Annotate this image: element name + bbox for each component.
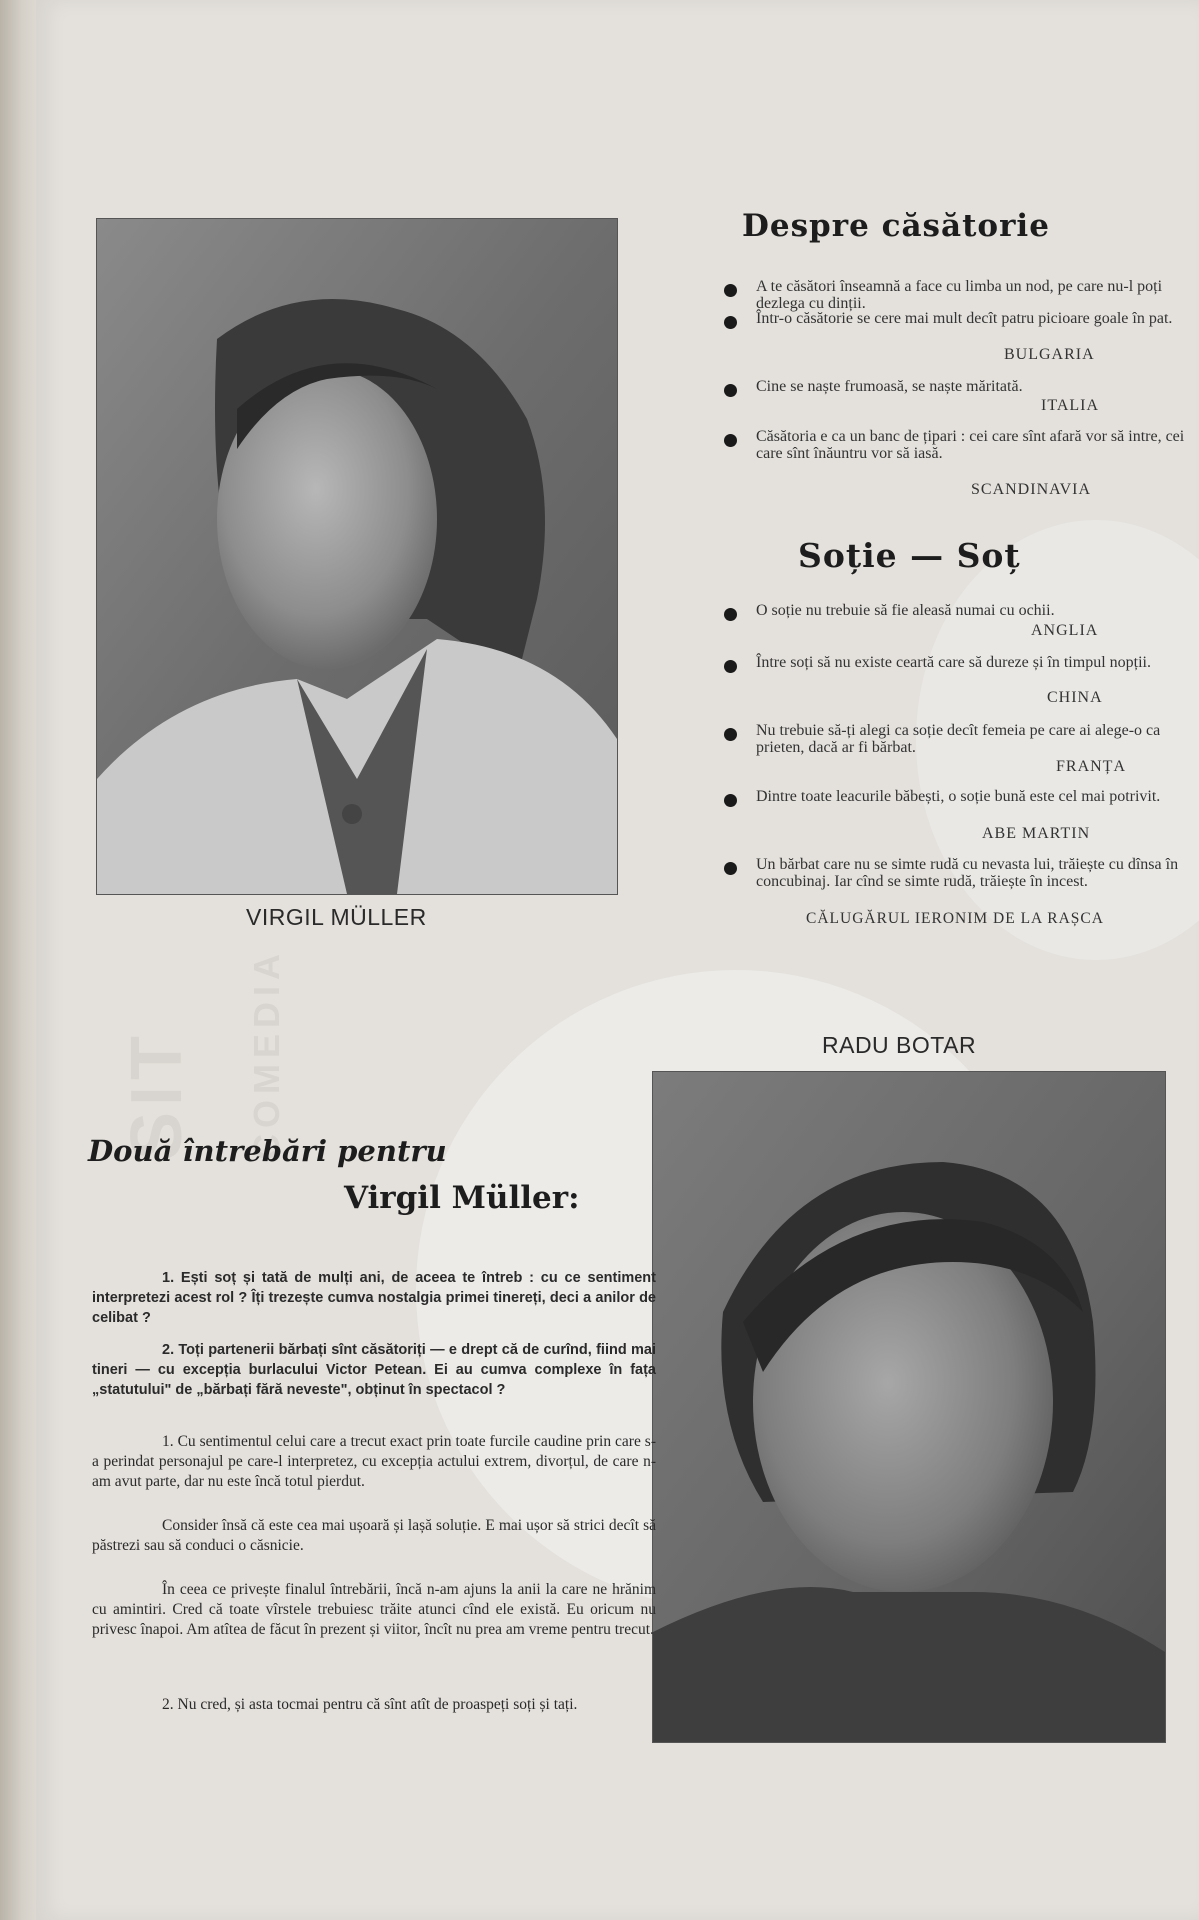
section-title-sotie-sot: Soție — Soț <box>798 536 1021 575</box>
virgil-muller-photo <box>96 218 618 895</box>
answer-paragraph: 1. Cu sentimentul celui care a trecut exact prin toate furcile caudine prin care s-a perindat personajul pe care-l interpretez, cu excepția actului extrem, divorțul, de care n-am avut parte, dar nu este încă totul pierdut. <box>92 1433 656 1490</box>
bullet-icon <box>724 284 737 297</box>
bullet-icon <box>724 794 737 807</box>
bullet-icon <box>724 434 737 447</box>
bullet-icon <box>724 728 737 741</box>
ghost-print-text: COMEDIA <box>246 948 287 1160</box>
quote-text: Între soți să nu existe ceartă care să dureze și în timpul nopții. <box>756 654 1151 671</box>
quote-source: ITALIA <box>1041 397 1100 414</box>
bullet-icon <box>724 316 737 329</box>
quote-source: ABE MARTIN <box>982 825 1091 842</box>
radu-botar-photo <box>652 1071 1166 1743</box>
bullet-icon <box>724 608 737 621</box>
quote-source: FRANȚA <box>1056 758 1127 775</box>
quote-text: Căsătoria e ca un banc de țipari : cei care sînt afară vor să intre, cei care sînt înăuntru vor să iasă. <box>756 428 1185 462</box>
quote-text: O soție nu trebuie să fie aleasă numai cu ochii. <box>756 602 1055 619</box>
quote-text: Nu trebuie să-ți alegi ca soție decît femeia pe care ai alege-o ca prieten, dacă ar fi bărbat. <box>756 722 1161 756</box>
radu-botar-caption: RADU BOTAR <box>822 1032 977 1058</box>
answer-paragraph: În ceea ce privește finalul întrebării, încă n-am ajuns la anii la care ne hrănim cu amintiri. Cred că toate vîrstele trebuiesc trăite atunci cînd ele există. Eu oricum nu privesc înapoi. Am atîtea de făcut în prezent și viitor, încît nu prea am vreme pentru trecut. <box>92 1581 656 1638</box>
page-binding <box>0 0 36 1920</box>
answer-paragraph: 2. Nu cred, și asta tocmai pentru că sînt atît de proaspeți soți și tați. <box>162 1696 578 1713</box>
quote-source: SCANDINAVIA <box>971 481 1092 498</box>
quote-text: Cine se naște frumoasă, se naște măritată. <box>756 378 1023 395</box>
quote-source: BULGARIA <box>1004 346 1095 363</box>
quote-source: ANGLIA <box>1031 622 1099 639</box>
quote-text: Dintre toate leacurile băbești, o soție bună este cel mai potrivit. <box>756 788 1161 805</box>
quote-source: CHINA <box>1047 689 1103 706</box>
ghost-print-text: SIT <box>117 1029 197 1160</box>
magazine-page <box>36 0 1199 1920</box>
bullet-icon <box>724 660 737 673</box>
bullet-icon <box>724 862 737 875</box>
article-title-line2: Virgil Müller: <box>344 1180 580 1216</box>
quote-text: Un bărbat care nu se simte rudă cu nevasta lui, trăiește cu dînsa în concubinaj. Iar cînd se simte rudă, trăiește în incest. <box>756 856 1179 890</box>
section-title-despre-casatorie: Despre căsătorie <box>742 208 1050 244</box>
virgil-muller-caption: VIRGIL MÜLLER <box>246 904 427 930</box>
article-title-line1: Două întrebări pentru <box>88 1134 447 1168</box>
quote-source: CĂLUGĂRUL IERONIM DE LA RAȘCA <box>806 910 1104 927</box>
quote-text: A te căsători înseamnă a face cu limba un nod, pe care nu-l poți dezlega cu dinții. <box>756 278 1163 312</box>
answer-paragraph: Consider însă că este cea mai ușoară și lașă soluție. E mai ușor să strici decît să păstrezi sau să conduci o căsnicie. <box>92 1517 656 1554</box>
quote-text: Într-o căsătorie se cere mai mult decît patru picioare goale în pat. <box>756 310 1173 327</box>
question-1: 1. Ești soț și tată de mulți ani, de aceea te întreb : cu ce sentiment interpretezi acest rol ? Îți trezește cumva nostalgia primei tinereți, deci a anilor de celibat ? <box>92 1270 656 1326</box>
bullet-icon <box>724 384 737 397</box>
question-2: 2. Toți partenerii bărbați sînt căsătoriți — e drept că de curînd, fiind mai tineri — cu excepția burlacului Victor Petean. Ei au cumva complexe în fața „statutului" de „bărbați fără neveste", obținut în spectacol ? <box>92 1342 656 1398</box>
